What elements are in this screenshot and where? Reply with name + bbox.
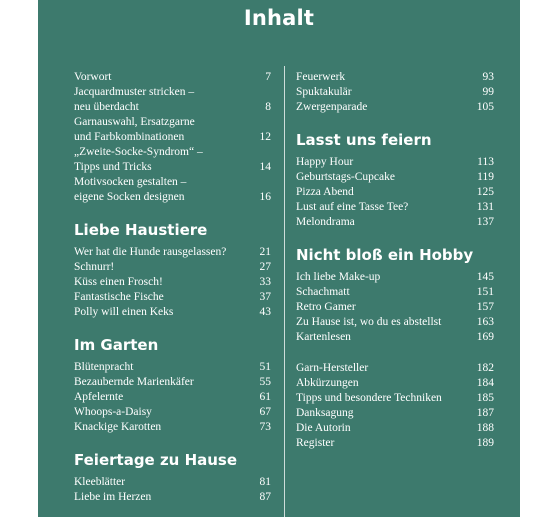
toc-entry-page: 37 bbox=[259, 291, 271, 303]
toc-entry[interactable] bbox=[296, 170, 494, 185]
toc-page bbox=[38, 0, 520, 517]
toc-entry-page: 14 bbox=[259, 161, 271, 173]
toc-entry[interactable] bbox=[74, 490, 271, 505]
toc-entry-label: Apfelernte bbox=[74, 391, 124, 403]
toc-entry-page: 93 bbox=[482, 71, 494, 83]
toc-entry-page: 81 bbox=[259, 476, 271, 488]
toc-entry-label: Retro Gamer bbox=[296, 301, 356, 313]
toc-entry-page: 189 bbox=[476, 437, 494, 449]
toc-entry-label: Register bbox=[296, 437, 335, 449]
toc-entry-page: 73 bbox=[259, 421, 271, 433]
toc-entry[interactable] bbox=[296, 361, 494, 376]
toc-entry[interactable] bbox=[296, 315, 494, 330]
toc-entry-label: Feuerwerk bbox=[296, 71, 346, 83]
section-heading: Nicht bloß ein Hobby bbox=[296, 246, 474, 264]
toc-entry[interactable] bbox=[74, 390, 271, 405]
toc-entry[interactable] bbox=[74, 420, 271, 435]
toc-entry-label: Die Autorin bbox=[296, 422, 351, 434]
toc-entry-label: Bezaubernde Marienkäfer bbox=[74, 376, 194, 388]
toc-entry-label: Schnurr! bbox=[74, 261, 115, 273]
toc-entry[interactable] bbox=[74, 405, 271, 420]
toc-entry-label: Ich liebe Make-up bbox=[296, 271, 381, 283]
toc-entry[interactable] bbox=[296, 285, 494, 300]
toc-entry[interactable] bbox=[296, 330, 494, 345]
toc-entry-page: 157 bbox=[476, 301, 494, 313]
page-title: Inhalt bbox=[243, 6, 315, 30]
toc-entry-page: 43 bbox=[259, 306, 271, 318]
toc-entry-page: 113 bbox=[477, 156, 494, 168]
toc-entry-label: Kartenlesen bbox=[296, 331, 351, 343]
toc-entry-label: Danksagung bbox=[296, 407, 354, 419]
toc-entry-page: 184 bbox=[476, 377, 494, 389]
toc-entry-label: Melondrama bbox=[296, 216, 355, 228]
toc-entry-label: „Zweite-Socke-Syndrom“ – Tipps und Tricks bbox=[74, 146, 203, 173]
toc-entry-page: 131 bbox=[476, 201, 494, 213]
toc-entry[interactable] bbox=[296, 421, 494, 436]
toc-entry-label: Wer hat die Hunde rausgelassen? bbox=[74, 246, 227, 258]
toc-entry[interactable] bbox=[296, 376, 494, 391]
toc-entry[interactable] bbox=[74, 305, 271, 320]
toc-entry-page: 145 bbox=[476, 271, 494, 283]
toc-entry-page: 187 bbox=[476, 407, 494, 419]
toc-entry-label: Küss einen Frosch! bbox=[74, 276, 163, 288]
toc-entry-page: 51 bbox=[259, 361, 271, 373]
toc-entry-page: 33 bbox=[259, 276, 271, 288]
toc-entry-page: 61 bbox=[259, 391, 271, 403]
section-heading: Feiertage zu Hause bbox=[74, 451, 238, 469]
toc-entry-label: Blütenpracht bbox=[74, 361, 134, 373]
toc-entry[interactable] bbox=[296, 70, 494, 85]
toc-entry-label: Liebe im Herzen bbox=[74, 491, 152, 503]
toc-entry-page: 169 bbox=[476, 331, 494, 343]
toc-entry-page: 16 bbox=[259, 191, 271, 203]
toc-entry-page: 163 bbox=[476, 316, 494, 328]
toc-entry-label: Zu Hause ist, wo du es abstellst bbox=[296, 316, 442, 328]
toc-entry-label: Garn-Hersteller bbox=[296, 362, 369, 374]
section-heading: Lasst uns feiern bbox=[296, 131, 432, 149]
toc-entry[interactable] bbox=[296, 85, 494, 100]
toc-entry[interactable] bbox=[296, 100, 494, 115]
toc-entry-page: 7 bbox=[265, 71, 271, 83]
toc-entry[interactable] bbox=[74, 70, 271, 85]
toc-entry[interactable] bbox=[296, 300, 494, 315]
toc-entry[interactable] bbox=[74, 245, 271, 260]
toc-entry-page: 105 bbox=[476, 101, 494, 113]
toc-entry-page: 55 bbox=[259, 376, 271, 388]
toc-entry-page: 27 bbox=[259, 261, 271, 273]
toc-entry-label: Fantastische Fische bbox=[74, 291, 164, 303]
toc-spacer bbox=[296, 345, 494, 361]
toc-entry-page: 21 bbox=[259, 246, 271, 258]
toc-entry[interactable] bbox=[296, 391, 494, 406]
toc-entry[interactable] bbox=[74, 275, 271, 290]
toc-entry[interactable] bbox=[74, 475, 271, 490]
toc-left-column bbox=[74, 70, 271, 505]
toc-entry-label: Kleeblätter bbox=[74, 476, 126, 488]
toc-entry[interactable] bbox=[296, 406, 494, 421]
toc-entry-page: 182 bbox=[476, 362, 494, 374]
section-heading: Liebe Haustiere bbox=[74, 221, 208, 239]
toc-right-column bbox=[296, 70, 494, 451]
toc-entry-page: 137 bbox=[476, 216, 494, 228]
toc-entry-page: 87 bbox=[259, 491, 271, 503]
toc-entry[interactable] bbox=[74, 85, 271, 115]
toc-entry-page: 99 bbox=[482, 86, 494, 98]
toc-entry-page: 151 bbox=[476, 286, 494, 298]
toc-entry[interactable] bbox=[74, 260, 271, 275]
toc-entry[interactable] bbox=[296, 185, 494, 200]
toc-entry-label: Motivsocken gestalten – eigene Socken designen bbox=[74, 176, 187, 203]
toc-entry-page: 119 bbox=[477, 171, 494, 183]
toc-entry-label: Zwergenparade bbox=[296, 101, 368, 113]
toc-entry-label: Whoops-a-Daisy bbox=[74, 406, 152, 418]
toc-entry-label: Garnauswahl, Ersatzgarne und Farbkombinationen bbox=[74, 116, 195, 143]
toc-entry[interactable] bbox=[74, 115, 271, 145]
toc-entry-page: 185 bbox=[476, 392, 494, 404]
toc-entry[interactable] bbox=[74, 375, 271, 390]
toc-entry-label: Spuktakulär bbox=[296, 86, 352, 98]
toc-entry[interactable] bbox=[296, 270, 494, 285]
toc-entry[interactable] bbox=[74, 175, 271, 205]
toc-entry-label: Knackige Karotten bbox=[74, 421, 162, 433]
toc-entry[interactable] bbox=[296, 155, 494, 170]
toc-entry-label: Schachmatt bbox=[296, 286, 350, 298]
toc-entry-page: 67 bbox=[259, 406, 271, 418]
toc-entry-label: Geburtstags-Cupcake bbox=[296, 171, 395, 183]
section-heading: Im Garten bbox=[74, 336, 159, 354]
toc-entry[interactable] bbox=[296, 215, 494, 230]
toc-entry-page: 188 bbox=[476, 422, 494, 434]
toc-entry[interactable] bbox=[296, 200, 494, 215]
column-divider bbox=[284, 66, 285, 517]
toc-entry-page: 12 bbox=[259, 131, 271, 143]
toc-entry[interactable] bbox=[74, 360, 271, 375]
toc-entry-page: 125 bbox=[476, 186, 494, 198]
toc-entry-label: Vorwort bbox=[74, 71, 112, 83]
toc-entry-label: Happy Hour bbox=[296, 156, 354, 168]
toc-entry-label: Jacquardmuster stricken – neu überdacht bbox=[74, 86, 195, 113]
toc-entry-label: Tipps und besondere Techniken bbox=[296, 392, 442, 404]
toc-entry-label: Abkürzungen bbox=[296, 377, 359, 389]
toc-entry-page: 8 bbox=[265, 101, 271, 113]
toc-entry[interactable] bbox=[296, 436, 494, 451]
toc-entry-label: Lust auf eine Tasse Tee? bbox=[296, 201, 409, 213]
toc-entry[interactable] bbox=[74, 145, 271, 175]
toc-entry[interactable] bbox=[74, 290, 271, 305]
toc-entry-label: Polly will einen Keks bbox=[74, 306, 174, 318]
toc-entry-label: Pizza Abend bbox=[296, 186, 354, 198]
